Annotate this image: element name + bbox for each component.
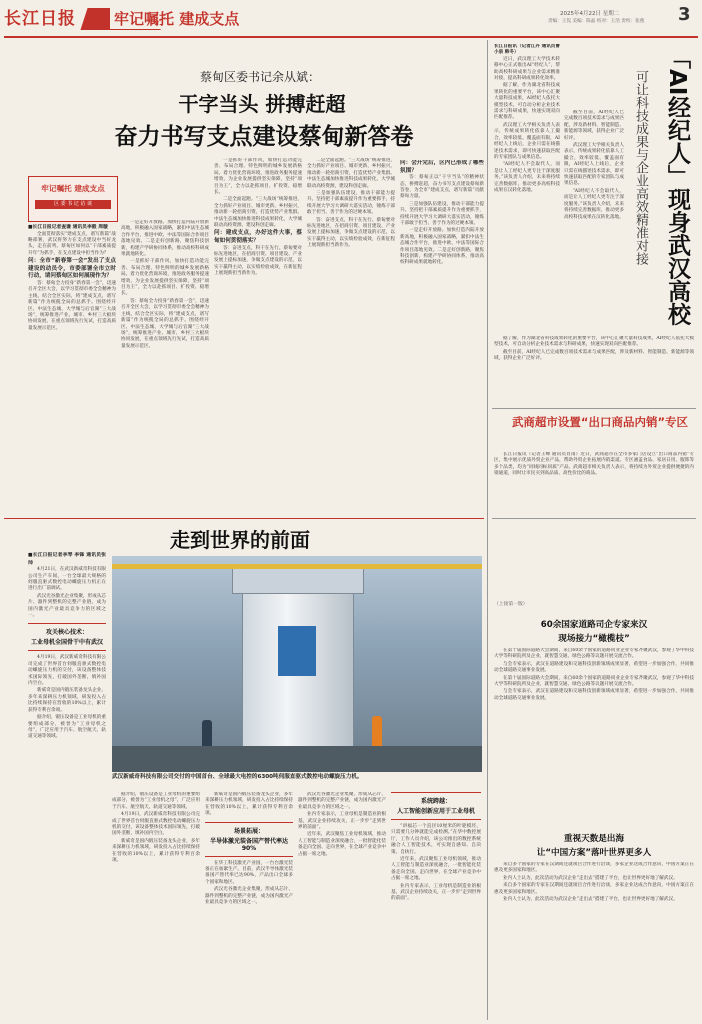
bottom-right-headline-1: 60余国家道路司企专家来汉: [540, 620, 648, 630]
body-paragraph: 4月19日，武汉新威奇科技有限公司完成了世界首台伺服直驱式数控电动螺旋压力机的交付，该设备整体技术国际领先，打破国外垄断，填补国内空白。: [112, 812, 200, 837]
body-paragraph: 答：蔡甸全力投身“新春第一会”，迅速召开全区大会，以学习贯彻市委全会精神为主线，结合全区实际，将“建成支点，谱写新篇”作为统揽全局的总抓手。围绕经开区、中法生态城、大学城与后官湖“三大战场”，统筹推进产业、城市、乡村三大板块协同发展，在重点领域先行先试，打造高质量发展示范区。: [121, 298, 209, 349]
top-article-column-2: [121, 220, 209, 514]
feature-column-4: [298, 792, 386, 1020]
feature-column-3: [205, 792, 293, 1020]
right-headline-vertical: 「AI经纪人」现身武汉高校: [664, 46, 690, 326]
body-paragraph: 业内人士认为，此次活动为武汉企业“走出去”搭建了平台，也让世界更好地了解武汉。: [503, 897, 678, 903]
body-paragraph: 据介绍，锻压设备是工业母机的重要组成部分，被誉为“工业母机之母”，广泛应用于汽车、航空航天、轨道交通等领域。: [28, 715, 106, 740]
factory-photo: [112, 556, 482, 772]
masthead-rule: [4, 36, 698, 38]
body-paragraph: 答：蔡甸正以“干字当头”的精神状态，拼搏赶超，奋力书写支点建设蔡甸新答卷，为全市“建成支点，谱写新篇”贡献蔡甸力量。: [400, 175, 484, 200]
newspaper-logo: 长江日报: [4, 9, 76, 29]
body-paragraph: 武汉光谷激光企业集聚，形成从芯片、器件到整机的完整产业链，成为国内激光产业最具竞争力的区域之一。: [205, 887, 293, 906]
body-paragraph: 业内专家表示，工业母机是制造业的根基，武汉企业持续攻关，正一步步“走到世界的前面”。: [391, 883, 481, 902]
feature-column-2: [112, 792, 200, 1020]
body-paragraph: 在第十届国际道路大会期间，来自60余个国家的道路同业企业专家齐聚武汉，参观了华中科技大学等科研院所及企业，就智慧交通、绿色公路等议题开展交流合作。: [494, 648, 694, 660]
body-paragraph: 据介绍，锻压设备是工业母机的重要组成部分，被誉为“工业母机之母”，广泛应用于汽车、航空航天、轨道交通等领域。: [112, 792, 200, 810]
section-title: 攻关核心技术：: [45, 629, 88, 637]
body-paragraph: 武汉光谷激光企业集聚，形成从芯片、器件到整机的完整产业链，成为国内激光产业最具竞争力的区域之一。: [298, 792, 386, 810]
body-paragraph: 二是全面起跑。“三大战场”统筹推进，全力抓好产业项目、城市更新、乡村振兴，推动新一轮招商引资，打造优势产业集群。中法生态城加快推进科技成果转化，大学城联动高校资源，建设科创走廊。: [307, 158, 395, 189]
continued-note: （上接第一版）: [494, 602, 528, 607]
column-box: [28, 176, 118, 222]
body-paragraph: 4月19日，武汉新威奇科技有限公司完成了世界首台伺服直驱式数控电动螺旋压力机的交付，该设备整体技术国际领先，打破国外垄断，填补国内空白。: [28, 655, 106, 687]
body-paragraph: 截至目前，AI经纪人已完成数百项技术需求与成果匹配，涉及新材料、智能制造、新能源等领域，获得企业广泛好评。: [494, 349, 694, 362]
bottom-right-headline-4: 让“中国方案”落叶世界更多人: [536, 848, 652, 858]
section-divider: [492, 518, 696, 519]
body-paragraph: 一是走好开放路。加快打造内陆开放新高地，积极融入国家战略，紧扣中法生态城合作平台，推进中欧、中法等国际合作项目落地见效。二是走好创新路，聚焦科技创新，构建产学研协同体系，推动高校科研成果就地转化。: [400, 228, 484, 266]
body-paragraph: 近年来，武汉聚焦工业母机领域，推动人工智能与制造业深度融合，一批智能化装备走向全国、走向世界，在全球产业竞争中占据一席之地。: [298, 832, 386, 857]
body-paragraph: 来自多个国家的专家在汉期间还就项目合作进行洽谈，多家企业达成合作意向，中国方案正在惠及更多国家和地区。: [494, 883, 694, 895]
body-paragraph: 与会专家表示，武汉在道路建设和交通科技创新领域成果显著，希望进一步加强合作，共同推动全球道路交通事业发展。: [494, 661, 694, 674]
body-paragraph: 答：奋进支点，科干在先行。蔡甸要对标先进地区，在招商引资、项目建设、产业发展上提标加速，争做支点建设的示范，以实干赢得主动，以实绩检验成效，在新征程上展现新担当新作为。: [307, 217, 395, 249]
editor-credits: 责编：王侃 美编：陈晶 校对：王浩 责校：张燕: [548, 19, 645, 24]
section-box: [391, 792, 481, 820]
middle-right-body: [494, 452, 694, 516]
column-divider: [487, 40, 488, 1020]
bottom-right-headline-3: 重视天数是出海: [563, 834, 625, 844]
top-article-column-1: [28, 224, 116, 514]
body-paragraph: 三是加强队伍建设，推动干部能力提升。坚持把干部素质提升作为重要抓手，持续开展大学习大调研大落实活动，锤炼干部敢于担当、善于作为的过硬本领。: [400, 201, 484, 227]
page-number: 3: [678, 4, 691, 25]
body-paragraph: 4月21日，在武汉新威奇科技有限公司生产车间，一台全球最大规格的伺服直驱式数控电动螺旋压力机正在进行出厂前调试。: [28, 567, 106, 592]
body-paragraph: 据了解，作为湖北省科技成果转化的重要平台，该中心汇聚大量科技成果，AI经纪人依托大模型技术，可自动分析企业技术需求与科研成果，快速实现双向匹配推荐。: [494, 336, 694, 348]
right-article-column-3: [494, 336, 694, 408]
bottom-right-body-2: [494, 862, 694, 1020]
right-byline: 长江日报讯（记者江卉 通讯员曹小泉 韩冬）: [494, 44, 560, 56]
top-article-column-3: [214, 158, 302, 514]
bottom-section-rule: [4, 518, 484, 519]
question-2: 问：建成支点，办好这件大事，蔡甸如何贯彻落实？: [214, 230, 302, 245]
column-box-subtitle: 区 委 书 记 访 谈: [35, 200, 111, 209]
middle-right-headline: 武商超市设置“出口商品内销”专区: [511, 415, 689, 429]
section-title: 工业母机全国骨干中有武汉: [30, 639, 103, 647]
body-paragraph: “AI经纪人不会取代人，而是让人工经纪人更专注于深度服务。”该负责人介绍，未来将持续完善数据库，推动更多高校科技成果在汉转化落地。: [564, 188, 624, 220]
body-paragraph: 新威奇是国内锻压装备龙头企业，多年来深耕压力机领域，研发投入占比持续保持在营收的10%以上，累计获得专利百余项。: [112, 838, 200, 864]
kicker: 蔡甸区委书记余从斌：: [200, 70, 321, 84]
body-paragraph: 截至目前，AI经纪人已完成数百项技术需求与成果匹配，涉及新材料、智能制造、新能源等领域，获得企业广泛好评。: [564, 110, 624, 141]
body-paragraph: 与会专家表示，武汉在道路建设和交通科技创新领域成果显著，希望进一步加强合作，共同推动全球道路交通事业发展。: [494, 689, 694, 701]
factory-floor: [112, 746, 482, 772]
bottom-right-body-1: [494, 648, 694, 832]
right-subtitle-vertical: 可让科技成果与企业高效精准对接: [633, 70, 648, 265]
question-1: 问：全市“新春第一会”发出了支点建设的动员令，市委部署全市立时行动，请问蔡甸区如何展现作为？: [28, 258, 116, 280]
body-paragraph: 三是加强队伍建设，推动干部能力提升。坚持把干部素质提升作为重要抓手，持续开展大学习大调研大落实活动，锤炼干部敢于担当、善于作为的过硬本领。: [307, 191, 395, 216]
worker-figure: [202, 720, 212, 746]
body-paragraph: 一是抓好干部作风，加快打造功能完善、布局合理、特色鲜明的城乡发展新格局。着力优化营商环境，推进政务服务提速增效，为企业发展提供坚实保障，坚持“项目为王”，全力以赴抓项目、扩投资、稳增长。: [214, 158, 302, 196]
body-paragraph: 武汉光谷激光企业集聚，形成从芯片、器件到整机的完整产业链，成为国内激光产业最具竞争力的区域之一。: [28, 593, 106, 619]
section-box: [205, 822, 293, 857]
body-paragraph: 近年来，武汉聚焦工业母机领域，推动人工智能与制造业深度融合，一批智能化装备走向全国、走向世界，在全球产业竞争中占据一席之地。: [391, 857, 481, 882]
section-title: 人工智能创新应用于工业母机: [396, 808, 475, 815]
body-paragraph: 业内人士认为，此次活动为武汉企业“走出去”搭建了平台，也让世界更好地了解武汉。: [503, 875, 678, 881]
photo-caption: 武汉新威奇科技有限公司交付的中国首台、全球最大电控的6300吨伺服直驱式数控电动螺旋压力机。: [112, 774, 363, 780]
crane-beam: [112, 564, 482, 569]
intro-paragraph: 全面贯彻落实“建成支点，谱写新篇”战略部署，武汉将努力在支点建设中当好龙头，走在前列。蔡甸区如何以“干部素质提升年”为抓手，在支点建设中担当作为？: [28, 231, 116, 256]
question-3: 问：会开完后，区内已形成了哪些氛围？: [400, 160, 484, 174]
issue-date: 2025年4月22日 星期二: [560, 11, 620, 17]
banner-title: 牢记嘱托 建成支点: [110, 8, 243, 29]
body-paragraph: 在华工科技激光产业园，一台台激光装备正在加紧生产。目前，武汉半导体激光装备国产替代率已达90%，产品出口全球多个国家和地区。: [205, 860, 293, 885]
body-paragraph: “讲福芯一个直径10厘米的叶轮模坯，只需要几分钟就能完成检测。”在华中数控展厅，工作人员介绍，该公司推出的数控系统融合人工智能技术，可实现自感知、自决策、自执行。: [391, 824, 481, 855]
body-paragraph: 在第十届国际道路大会期间，来自60余个国家的道路同业企业专家齐聚武汉，参观了华中科技大学等科研院所及企业，就智慧交通、绿色公路等议题开展交流合作。: [494, 675, 694, 688]
body-paragraph: 来自多个国家的专家在汉期间还就项目合作进行洽谈，多家企业达成合作意向，中国方案正在惠及更多国家和地区。: [494, 862, 694, 874]
body-paragraph: 新威奇是国内锻压装备龙头企业，多年来深耕压力机领域，研发投入占比持续保持在营收的10%以上，累计获得专利百余项。: [28, 688, 106, 713]
right-article-column-2: [564, 110, 624, 334]
section-title: 半导体激光装备国产替代率达90%: [209, 837, 288, 852]
right-article-column-1: [494, 44, 560, 334]
body-paragraph: 武汉理工大学相关负责人表示，传统成果转化依靠人工撮合，效率较低、覆盖面有限，AI经纪人上线后，企业只需在线描述技术需求，即可快速获取匹配的专家团队与成果信息。: [494, 122, 560, 160]
worker-figure: [372, 716, 382, 746]
body-paragraph: 近日，武汉理工大学技术转移中心正式推出AI“经纪人”，帮助高校科研成果与企业需求精准对接，提高科研成果转化效率。: [494, 56, 560, 82]
headline-line-1: 干字当头 拼搏赶超: [178, 92, 346, 116]
body-paragraph: 一是走好开放路。加快打造内陆开放新高地，积极融入国家战略，紧扣中法生态城合作平台，推进中欧、中法等国际合作项目落地见效。二是走好创新路，聚焦科技创新，构建产学研协同体系，推动高校科研成果就地转化。: [121, 220, 209, 258]
body-paragraph: 答：蔡甸全力投身“新春第一会”，迅速召开全区大会，以学习贯彻市委全会精神为主线，结合全区实际，将“建成支点，谱写新篇”作为统揽全局的总抓手。围绕经开区、中法生态城、大学城与后官湖“三大战场”，统筹推进产业、城市、乡村三大板块协同发展，在重点领域先行先试，打造高质量发展示范区。: [28, 281, 116, 331]
feature-column-1: [28, 552, 106, 1020]
bottom-right-headline-2: 现场接力“橄榄枝”: [558, 634, 630, 644]
body-paragraph: “AI经纪人不会取代人，而是让人工经纪人更专注于深度服务。”该负责人介绍，未来将持续完善数据库，推动更多高校科技成果在汉转化落地。: [494, 162, 560, 193]
body-paragraph: 新威奇是国内锻压装备龙头企业，多年来深耕压力机领域，研发投入占比持续保持在营收的10%以上，累计获得专利百余项。: [205, 792, 293, 817]
section-box: [28, 623, 106, 651]
headline-line-2: 奋力书写支点建设蔡甸新答卷: [114, 124, 414, 150]
body-paragraph: 业内专家表示，工业母机是制造业的根基，武汉企业持续攻关，正一步步“走到世界的前面”。: [298, 812, 386, 831]
top-article-column-4: [307, 158, 395, 514]
byline: ■长江日报记者查谦 通讯员李毅 周璇: [28, 225, 108, 230]
top-article-column-5: [400, 160, 484, 514]
feature-byline: ■长江日报记者李琴 李锋 通讯员张帅: [28, 553, 106, 566]
feature-headline: 走到世界的前面: [170, 528, 310, 552]
feature-column-5: [391, 792, 481, 1020]
body-paragraph: 一是抓好干部作风，加快打造功能完善、布局合理、特色鲜明的城乡发展新格局。着力优化营商环境，推进政务服务提速增效，为企业发展提供坚实保障，坚持“项目为王”，全力以赴抓项目、扩投资、稳增长。: [121, 259, 209, 297]
body-paragraph: 答：奋进支点，科干在先行。蔡甸要对标先进地区，在招商引资、项目建设、产业发展上提标加速，争做支点建设的示范，以实干赢得主动，以实绩检验成效，在新征程上展现新担当新作为。: [214, 245, 302, 277]
column-box-title: 牢记嘱托 建成支点: [41, 184, 105, 193]
body-paragraph: 据了解，作为湖北省科技成果转化的重要平台，该中心汇聚大量科技成果，AI经纪人依托大模型技术，可自动分析企业技术需求与科研成果，快速实现双向匹配推荐。: [494, 83, 560, 121]
press-machine-top: [232, 568, 364, 594]
section-divider: [492, 408, 696, 409]
body-paragraph: 二是全面起跑。“三大战场”统筹推进，全力抓好产业项目、城市更新、乡村振兴，推动新一轮招商引资，打造优势产业集群。中法生态城加快推进科技成果转化，大学城联动高校资源，建设科创走廊。: [214, 197, 302, 229]
body-paragraph: 长江日报讯（记者王峰 通讯员肖雨）近日，武商超市在全市多家门店设立“出口商品内销”专区，集中展示优质外贸企业产品，帮助外贸企业拓展内销渠道。专区涵盖食品、家居日用、服饰等多个品类，均为“同线同标同质”产品。武商超市相关负责人表示，将持续为外贸企业提供便捷的内销通道，同时让市民买到高品质、高性价比的商品。: [494, 452, 694, 477]
body-paragraph: 武汉理工大学相关负责人表示，传统成果转化依靠人工撮合，效率较低、覆盖面有限，AI经纪人上线后，企业只需在线描述技术需求，即可快速获取匹配的专家团队与成果信息。: [564, 143, 624, 187]
section-title: 系统跨越：: [420, 798, 451, 805]
press-machine-panel: [278, 626, 316, 676]
masthead: [0, 0, 702, 36]
section-title: 场景拓展：: [233, 827, 264, 835]
